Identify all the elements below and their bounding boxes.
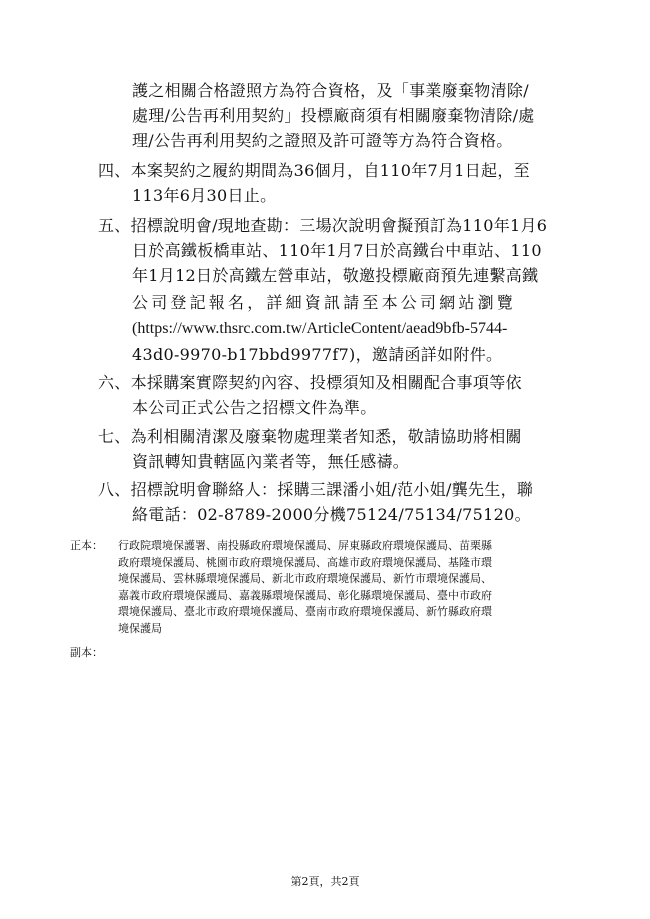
page-number: 第2頁，共2頁 (290, 875, 360, 888)
distribution-row (70, 621, 590, 638)
text-line: 五、招標說明會/現地查勘：三場次說明會擬預訂為110年1月6 (98, 216, 548, 235)
text-line: 43d0-9970-b17bbd9977f7)，邀請函詳如附件。 (132, 345, 503, 364)
distribution-row (70, 604, 590, 621)
text-line: 處理/公告再利用契約」投標廠商須有相關廢棄物清除/處 (132, 106, 535, 125)
text-line: 六、本採購案實際契約內容、投標須知及相關配合事項等依 (98, 373, 522, 392)
text-line: 公司登記報名，詳細資訊請至本公司網站瀏覽 (132, 293, 517, 312)
text-line: 資訊轉知貴轄區內業者等，無任感禱。 (132, 452, 410, 471)
distribution-list (70, 538, 590, 662)
text-line: 護之相關合格證照方為符合資格，及「事業廢棄物清除/ (132, 81, 529, 100)
text-line: 日於高鐵板橋車站、110年1月7日於高鐵台中車站、110 (132, 241, 542, 260)
distribution-row (70, 645, 590, 662)
distribution-line: 境保護局 (118, 621, 162, 635)
text-line: 絡電話：02-8789-2000分機75124/75134/75120。 (132, 505, 531, 524)
text-line: 理/公告再利用契約之證照及許可證等方為符合資格。 (132, 131, 513, 150)
text-line: 113年6月30日止。 (132, 186, 277, 205)
distribution-line: 嘉義市政府環境保護局、嘉義縣環境保護局、彰化縣環境保護局、臺中市政府 (118, 588, 492, 602)
distribution-line: 行政院環境保護署、南投縣政府環境保護局、屏東縣政府環境保護局、苗栗縣 (118, 539, 492, 552)
copy-label: 副本： (70, 646, 103, 659)
distribution-row (70, 588, 590, 605)
text-line: 七、為利相關清潔及廢棄物處理業者知悉，敬請協助將相關 (98, 427, 522, 446)
text-line: 四、本案契約之履約期間為36個月，自110年7月1日起，至 (98, 161, 530, 180)
distribution-line: 政府環境保護局、桃園市政府環境保護局、高雄市政府環境保護局、基隆市環 (118, 555, 492, 569)
distribution-line: 境保護局、雲林縣環境保護局、新北市政府環境保護局、新竹市環境保護局、 (118, 572, 492, 585)
text-line: 年1月12日於高鐵左營車站，敬邀投標廠商預先連繫高鐵 (132, 266, 539, 285)
distribution-row (70, 538, 590, 555)
text-line: 八、招標說明會聯絡人：採購三課潘小姐/范小姐/龔先生，聯 (98, 480, 534, 499)
distribution-row (70, 571, 590, 588)
distribution-line: 環境保護局、臺北市政府環境保護局、臺南市政府環境保護局、新竹縣政府環 (118, 605, 492, 618)
url-line: (https://www.thsrc.com.tw/ArticleContent/aead9bfb-5744- (132, 320, 508, 337)
original-label: 正本： (70, 539, 103, 552)
distribution-row (70, 555, 590, 572)
text-line: 本公司正式公告之招標文件為準。 (132, 398, 377, 417)
